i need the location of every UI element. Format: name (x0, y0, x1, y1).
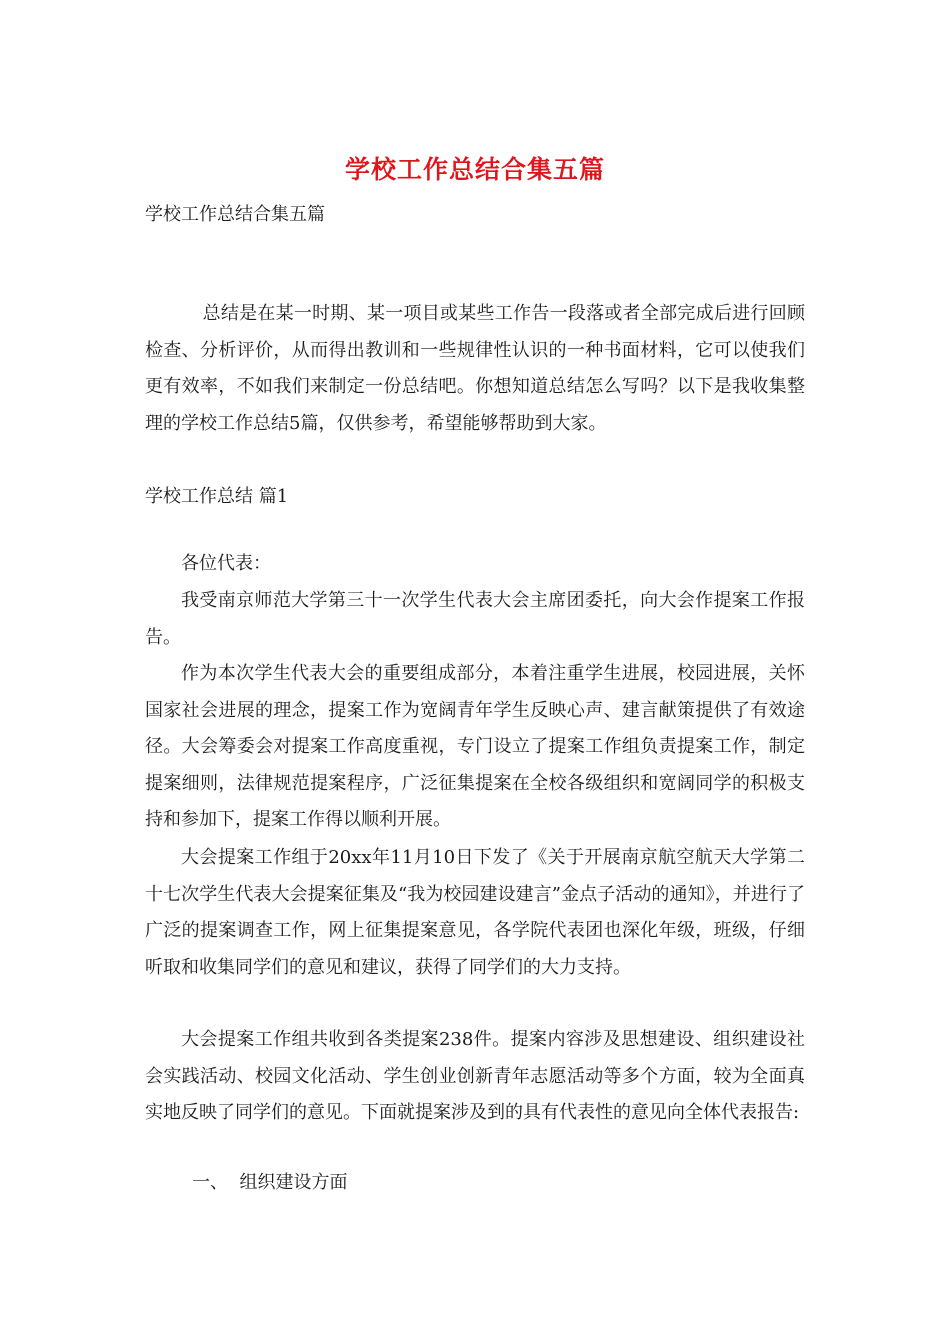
document-title: 学校工作总结合集五篇 (344, 155, 605, 184)
body-paragraph: 大会提案工作组于20xx年11月10日下发了《关于开展南京航空航天大学第二十七次学生代表大会提案征集及“我为校园建设建言”金点子活动的通知》，并进行了广泛的提案调查工作，网上征集提案意见，各学院代表团也深化年级，班级，仔细听取和收集同学们的意见和建议，获得了同学们的大力支持。 (145, 847, 805, 978)
document-subtitle: 学校工作总结合集五篇 (145, 204, 325, 225)
section-title: 学校工作总结 篇1 (145, 486, 289, 507)
body-paragraph: 作为本次学生代表大会的重要组成部分，本着注重学生进展，校园进展，关怀国家社会进展的理念，提案工作为宽阔青年学生反映心声、建言献策提供了有效途径。大会筹委会对提案工作高度重视，专门设立了提案工作组负责提案工作，制定提案细则，法律规范提案程序，广泛征集提案在全校各级组织和宽阔同学的积极支持和参加下，提案工作得以顺利开展。 (145, 663, 805, 830)
intro-paragraph: 总结是在某一时期、某一项目或某些工作告一段落或者全部完成后进行回顾检查、分析评价，从而得出教训和一些规律性认识的一种书面材料，它可以使我们更有效率，不如我们来制定一份总结吧。你想知道总结怎么写吗？以下是我收集整理的学校工作总结5篇，仅供参考，希望能够帮助到大家。 (145, 303, 805, 434)
greeting: 各位代表： (181, 553, 271, 574)
body-paragraph: 大会提案工作组共收到各类提案238件。提案内容涉及思想建设、组织建设社会实践活动、校园文化活动、学生创业创新青年志愿活动等多个方面，较为全面真实地反映了同学们的意见。下面就提案涉及到的具有代表性的意见向全体代表报告: (145, 1029, 805, 1123)
body-paragraph: 我受南京师范大学第三十一次学生代表大会主席团委托，向大会作提案工作报告。 (145, 590, 805, 648)
subheading: 一、 组织建设方面 (192, 1172, 348, 1193)
